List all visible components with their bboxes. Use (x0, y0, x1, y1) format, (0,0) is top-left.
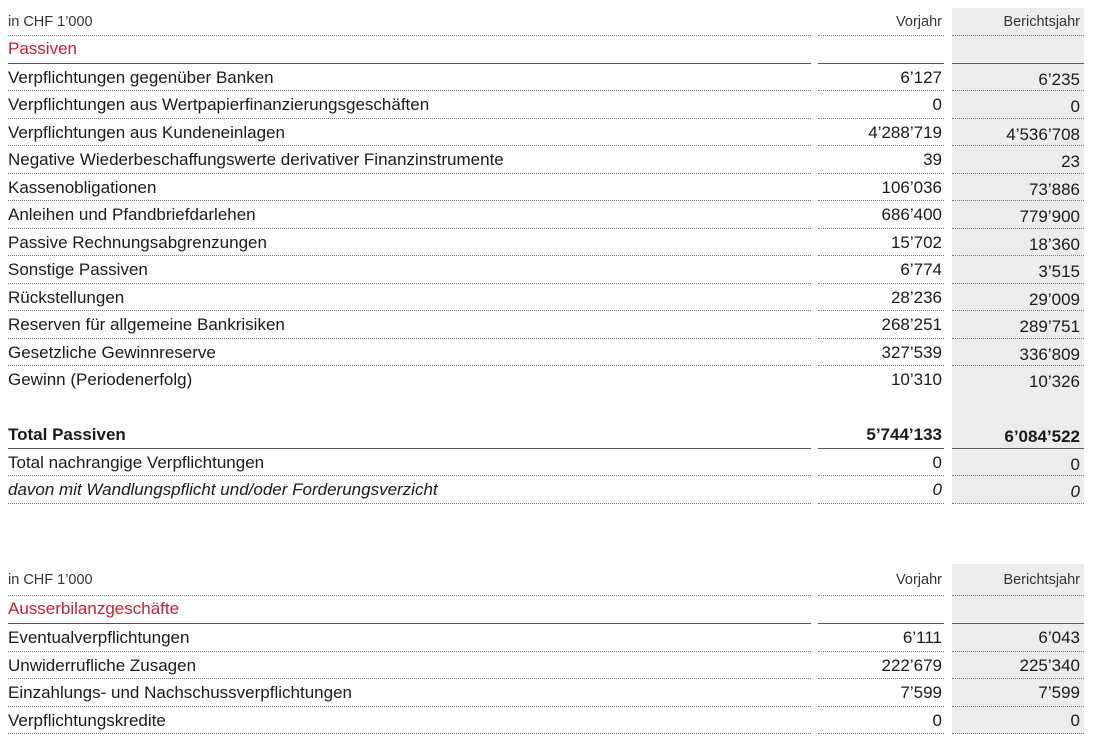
row-curr-value: 225’340 (952, 652, 1084, 680)
section-prev-cell (818, 36, 944, 64)
row-prev-value: 6’111 (818, 624, 944, 652)
row-curr-value: 289’751 (952, 311, 1084, 339)
row-prev-value: 0 (818, 707, 944, 735)
table-row (8, 284, 1084, 312)
row-prev-value: 0 (818, 91, 944, 119)
section-title: Passiven (8, 36, 811, 64)
row-label: Einzahlungs- und Nachschussverpflichtungen (8, 679, 811, 707)
row-label: Gewinn (Periodenerfolg) (8, 370, 193, 389)
table-row (8, 146, 1084, 174)
row-label: Verpflichtungen aus Kundeneinlagen (8, 119, 811, 147)
unit-label: in CHF 1’000 (8, 8, 811, 36)
row-curr-value: 779’900 (952, 201, 1084, 229)
table-row (8, 174, 1084, 202)
column-header-berichtsjahr: Berichtsjahr (952, 8, 1084, 36)
row-label: Anleihen und Pfandbriefdarlehen (8, 201, 811, 229)
spacer-row (8, 394, 1084, 422)
row-label: Reserven für allgemeine Bankrisiken (8, 311, 811, 339)
section-row (8, 36, 1084, 64)
row-label: Passive Rechnungsabgrenzungen (8, 229, 811, 257)
row-curr-value: 7’599 (952, 679, 1084, 707)
table-row (8, 449, 1084, 477)
ausserbilanz-table (8, 564, 1084, 734)
row-label: Negative Wiederbeschaffungswerte derivativer Finanzinstrumente (8, 146, 811, 174)
row-curr-value: 3’515 (952, 256, 1084, 284)
section-curr-cell (952, 596, 1084, 624)
table-row (8, 91, 1084, 119)
section-prev-cell (818, 596, 944, 624)
table-row (8, 201, 1084, 229)
table-row (8, 229, 1084, 257)
row-prev-value: 4’288’719 (818, 119, 944, 147)
row-prev-value: 7’599 (818, 679, 944, 707)
row-prev-value: 28’236 (818, 284, 944, 312)
row-label: Unwiderrufliche Zusagen (8, 652, 811, 680)
table-header-row (8, 8, 1084, 36)
spacer-curr (952, 394, 1084, 422)
table-row (8, 64, 1084, 92)
row-prev-value: 106’036 (818, 174, 944, 202)
row-label: Eventualverpflichtungen (8, 624, 811, 652)
row-label: Verpflichtungskredite (8, 707, 811, 735)
column-header-vorjahr: Vorjahr (818, 8, 944, 36)
row-prev-value: 6’127 (818, 64, 944, 92)
spacer-prev (818, 394, 944, 422)
table-header-row (8, 564, 1084, 596)
section-curr-cell (952, 36, 1084, 64)
total-row (8, 421, 1084, 449)
row-prev-value: 10’310 (890, 370, 942, 389)
row-curr-value: 10’326 (952, 366, 1084, 394)
row-curr-value: 336’809 (952, 339, 1084, 367)
row-curr-value: 4’536’708 (952, 119, 1084, 147)
spacer-label (8, 394, 811, 422)
row-prev-value: 15’702 (818, 229, 944, 257)
passiven-table (8, 8, 1084, 504)
table-row (8, 679, 1084, 707)
row-curr-value: 0 (952, 707, 1084, 735)
row-curr-value: 0 (952, 449, 1084, 477)
table-row (8, 476, 1084, 504)
row-label: Total nachrangige Verpflichtungen (8, 449, 811, 477)
table-row (8, 119, 1084, 147)
table-row (8, 339, 1084, 367)
table-row (8, 366, 1084, 394)
total-curr-value: 6’084’522 (952, 421, 1084, 449)
row-curr-value: 29’009 (952, 284, 1084, 312)
row-curr-value: 0 (952, 91, 1084, 119)
row-prev-value: 6’774 (818, 256, 944, 284)
table-row (8, 311, 1084, 339)
unit-label: in CHF 1’000 (8, 564, 811, 596)
row-prev-value: 268’251 (818, 311, 944, 339)
table-row (8, 707, 1084, 735)
total-prev-value: 5’744’133 (818, 421, 944, 449)
table-row (8, 624, 1084, 652)
row-prev-value: 39 (818, 146, 944, 174)
row-curr-value: 6’043 (952, 624, 1084, 652)
column-header-vorjahr: Vorjahr (818, 564, 944, 596)
row-curr-value: 18’360 (952, 229, 1084, 257)
row-label: Rückstellungen (8, 284, 811, 312)
table-row (8, 256, 1084, 284)
table-row (8, 652, 1084, 680)
row-prev-value: 0 (818, 476, 944, 504)
row-prev-value: 327’539 (818, 339, 944, 367)
row-curr-value: 73’886 (952, 174, 1084, 202)
row-label: Kassenobligationen (8, 174, 811, 202)
row-label: Verpflichtungen gegenüber Banken (8, 64, 811, 92)
row-prev-value: 0 (818, 449, 944, 477)
section-title: Ausserbilanzgeschäfte (8, 596, 811, 624)
total-label: Total Passiven (8, 421, 811, 449)
row-prev-value: 686’400 (818, 201, 944, 229)
column-header-berichtsjahr: Berichtsjahr (952, 564, 1084, 596)
row-prev-value: 222’679 (818, 652, 944, 680)
row-label: Gesetzliche Gewinnreserve (8, 339, 811, 367)
row-curr-value: 0 (952, 476, 1084, 504)
row-label: davon mit Wandlungspflicht und/oder Forderungsverzicht (8, 476, 811, 504)
row-curr-value: 23 (952, 146, 1084, 174)
row-label: Sonstige Passiven (8, 256, 811, 284)
row-label: Verpflichtungen aus Wertpapierfinanzierungsgeschäften (8, 91, 811, 119)
section-row (8, 596, 1084, 624)
row-curr-value: 6’235 (952, 64, 1084, 92)
